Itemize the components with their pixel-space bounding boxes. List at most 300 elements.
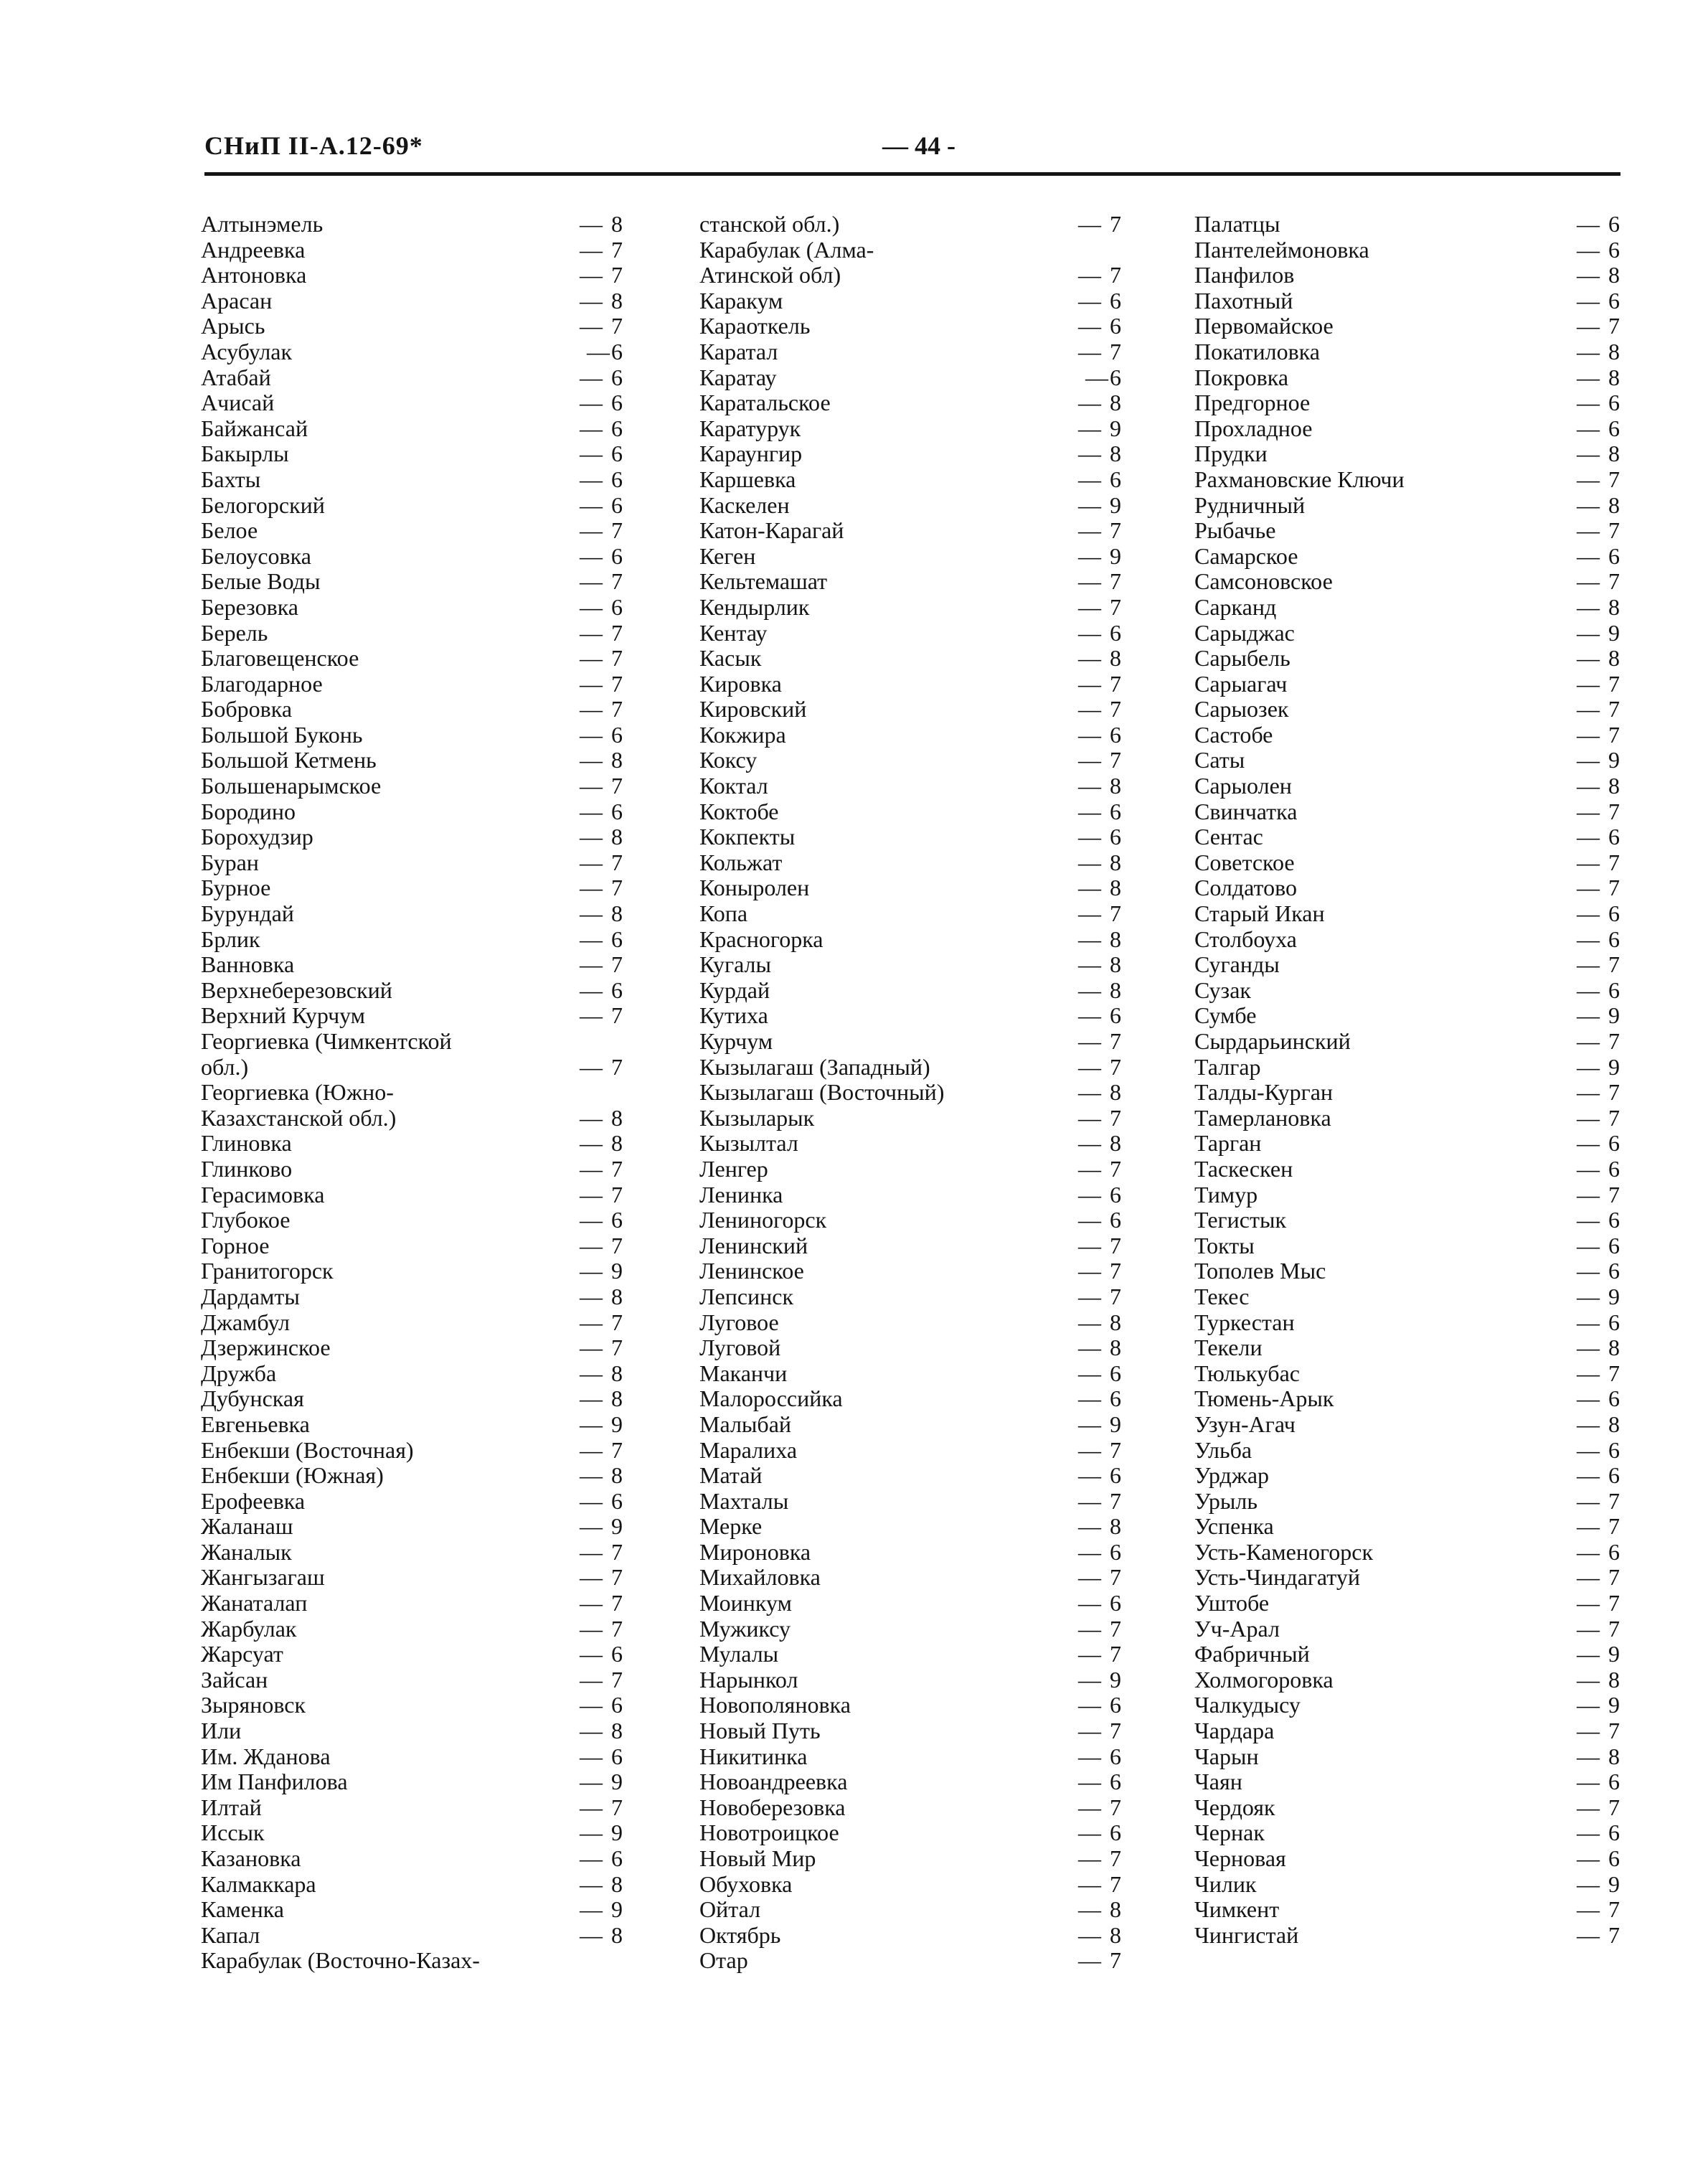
settlement-name: Мулалы — [699, 1641, 779, 1667]
settlement-value: — 7 — [580, 696, 624, 722]
settlement-value: — 6 — [580, 926, 624, 952]
settlement-value: — 6 — [1577, 1769, 1621, 1795]
list-item — [1194, 288, 1621, 314]
settlement-name: Жаланаш — [201, 1513, 293, 1540]
list-item — [699, 1667, 1123, 1693]
settlement-name: Самсоновское — [1194, 568, 1333, 595]
page-header — [204, 122, 1620, 172]
settlement-name: Састобе — [1194, 721, 1273, 748]
settlement-value: — 8 — [580, 211, 624, 237]
list-item — [699, 1591, 1123, 1616]
list-item — [1194, 1106, 1621, 1131]
settlement-name: Арасан — [201, 287, 273, 314]
list-item — [699, 1208, 1123, 1233]
settlement-name: Саты — [1194, 747, 1245, 773]
settlement-name: Чернак — [1194, 1820, 1265, 1846]
settlement-name: Илтай — [201, 1794, 262, 1820]
settlement-value: — 7 — [580, 236, 624, 263]
settlement-name: Кокжира — [699, 721, 786, 748]
list-item — [699, 1182, 1123, 1208]
settlement-value: — 7 — [580, 1181, 624, 1208]
settlement-name: Белоусовка — [201, 542, 311, 569]
list-item — [699, 1718, 1123, 1744]
settlement-name: Сумбе — [1194, 1002, 1257, 1029]
settlement-name: Свинчатка — [1194, 798, 1298, 824]
settlement-name: Чаян — [1194, 1769, 1242, 1795]
settlement-name: Отар — [699, 1947, 748, 1974]
settlement-value: — 7 — [580, 875, 624, 901]
list-item — [699, 672, 1123, 697]
settlement-name: Каршевка — [699, 466, 796, 492]
list-item — [1194, 1923, 1621, 1949]
settlement-name: Текес — [1194, 1283, 1250, 1309]
settlement-name: Туркестан — [1194, 1309, 1295, 1335]
settlement-name: Советское — [1194, 849, 1295, 875]
settlement-value: — 7 — [1577, 313, 1621, 339]
settlement-name: Суганды — [1194, 951, 1280, 978]
settlement-name: Усть-Чиндагатуй — [1194, 1564, 1360, 1591]
settlement-name: Панфилов — [1194, 262, 1295, 288]
list-item — [1194, 339, 1621, 365]
settlement-name: Кугалы — [699, 951, 772, 978]
settlement-name: Урыль — [1194, 1487, 1258, 1514]
settlement-value: — 9 — [1078, 1666, 1123, 1693]
settlement-value: — 7 — [1577, 1181, 1621, 1208]
settlement-name: Черновая — [1194, 1845, 1286, 1871]
settlement-name: Каскелен — [699, 491, 790, 518]
settlement-name: Караунгир — [699, 441, 803, 467]
settlement-name: Чалкудысу — [1194, 1692, 1301, 1718]
list-item — [201, 314, 624, 339]
settlement-name: Бурное — [201, 875, 271, 901]
settlement-value: — 6 — [1078, 1590, 1123, 1616]
settlement-value: — 8 — [1078, 390, 1123, 416]
settlement-value: — 6 — [1078, 721, 1123, 748]
settlement-name: Лениногорск — [699, 1207, 827, 1233]
list-item — [201, 1361, 624, 1387]
list-item — [699, 1693, 1123, 1718]
list-item — [201, 1258, 624, 1284]
header-rule — [204, 172, 1620, 176]
settlement-value: — 8 — [580, 1870, 624, 1897]
list-item — [699, 467, 1123, 493]
list-item — [699, 1565, 1123, 1591]
list-item — [1194, 263, 1621, 288]
settlement-value: — 8 — [1078, 951, 1123, 978]
settlement-name: Рахмановские Ключи — [1194, 466, 1405, 492]
settlement-value: — 7 — [580, 1794, 624, 1820]
settlement-name: Чарын — [1194, 1743, 1259, 1769]
settlement-name: Ойтал — [699, 1896, 761, 1923]
settlement-name: Луговой — [699, 1335, 781, 1361]
settlement-value: — 7 — [1078, 696, 1123, 722]
settlement-value: — 7 — [580, 1053, 624, 1080]
list-item — [699, 263, 1123, 288]
settlement-name: Бобровка — [201, 696, 293, 722]
settlement-name: Новоандреевка — [699, 1769, 848, 1795]
list-item — [201, 1157, 624, 1182]
list-item — [201, 1795, 624, 1821]
settlement-name: Горное — [201, 1232, 270, 1258]
settlement-value: — 7 — [1577, 670, 1621, 697]
settlement-value: — 7 — [1078, 747, 1123, 773]
settlement-value: — 9 — [580, 1820, 624, 1846]
list-item — [201, 1284, 624, 1310]
settlement-value: — 8 — [1078, 875, 1123, 901]
list-item — [201, 212, 624, 237]
list-item — [1194, 722, 1621, 748]
settlement-name: Урджар — [1194, 1462, 1270, 1489]
list-item — [699, 1003, 1123, 1029]
list-item — [201, 1769, 624, 1795]
list-item — [1194, 1335, 1621, 1361]
settlement-name: Холмогоровка — [1194, 1666, 1334, 1693]
settlement-name: Текели — [1194, 1335, 1263, 1361]
settlement-name: Кировский — [699, 696, 807, 722]
settlement-name: Чердояк — [1194, 1794, 1275, 1820]
list-item — [1194, 1284, 1621, 1310]
settlement-value: — 6 — [1078, 824, 1123, 850]
settlement-name: Зыряновск — [201, 1692, 306, 1718]
list-item — [201, 978, 624, 1004]
settlement-value: — 8 — [1577, 262, 1621, 288]
list-item — [201, 927, 624, 953]
list-item — [699, 1820, 1123, 1846]
settlement-name: Таскескен — [1194, 1155, 1293, 1182]
list-item — [699, 1080, 1123, 1106]
settlement-name: Касык — [699, 645, 762, 672]
settlement-value: — 9 — [1078, 491, 1123, 518]
settlement-value: — 8 — [1577, 593, 1621, 620]
list-item — [201, 518, 624, 544]
settlement-value: — 8 — [580, 287, 624, 314]
settlement-value: — 6 — [1078, 1462, 1123, 1489]
settlement-value: — 7 — [1078, 1053, 1123, 1080]
list-item — [699, 1361, 1123, 1387]
list-item — [1194, 824, 1621, 850]
settlement-name: Евгеньевка — [201, 1411, 310, 1437]
settlement-value: — 7 — [1078, 211, 1123, 237]
list-item — [1194, 1361, 1621, 1387]
settlement-value: — 7 — [580, 773, 624, 799]
settlement-name: Ерофеевка — [201, 1487, 306, 1514]
settlement-name: Предгорное — [1194, 390, 1311, 416]
list-item — [1194, 1693, 1621, 1718]
settlement-value: — 7 — [1577, 1360, 1621, 1386]
settlement-value: — 7 — [1078, 1870, 1123, 1897]
settlement-value: — 7 — [580, 1564, 624, 1591]
settlement-name: Благовещенское — [201, 645, 359, 672]
list-item — [201, 901, 624, 927]
list-item — [1194, 467, 1621, 493]
settlement-name: Байжансай — [201, 415, 308, 441]
settlement-value: — 8 — [1577, 773, 1621, 799]
list-item — [699, 1157, 1123, 1182]
settlement-value: — 6 — [580, 1207, 624, 1233]
settlement-value: — 6 — [580, 466, 624, 492]
settlement-value: — 6 — [1577, 1155, 1621, 1182]
settlement-value: — 8 — [1577, 1411, 1621, 1437]
list-item — [699, 544, 1123, 570]
settlement-value: — 8 — [1577, 1743, 1621, 1769]
settlement-value: — 9 — [580, 1769, 624, 1795]
list-item — [699, 288, 1123, 314]
settlement-name: Чингистай — [1194, 1921, 1299, 1948]
settlement-name: Покатиловка — [1194, 338, 1320, 364]
settlement-name: Чардара — [1194, 1718, 1275, 1744]
settlement-name: Солдатово — [1194, 875, 1297, 901]
list-item — [1194, 1208, 1621, 1233]
settlement-value: — 9 — [1577, 619, 1621, 646]
settlement-name: Бахты — [201, 466, 261, 492]
settlement-name: Жарсуат — [201, 1641, 283, 1667]
settlement-value: — 9 — [1577, 1053, 1621, 1080]
list-item — [699, 1872, 1123, 1898]
list-item — [1194, 493, 1621, 519]
list-item — [699, 1233, 1123, 1259]
settlement-value: — 8 — [1078, 1921, 1123, 1948]
list-item — [201, 544, 624, 570]
list-item — [699, 1029, 1123, 1055]
list-item — [699, 1310, 1123, 1336]
settlement-name: Или — [201, 1718, 242, 1744]
list-item — [1194, 1182, 1621, 1208]
settlement-name: Глиновка — [201, 1130, 292, 1157]
list-item — [201, 1923, 624, 1949]
settlement-value: — 9 — [1078, 415, 1123, 441]
settlement-value: —6 — [587, 338, 624, 364]
list-item — [201, 595, 624, 621]
settlement-name: Коныролен — [699, 875, 810, 901]
list-item — [699, 748, 1123, 773]
settlement-value: — 8 — [1078, 441, 1123, 467]
settlement-name: Буран — [201, 849, 259, 875]
settlement-name: Новополяновка — [699, 1692, 851, 1718]
settlement-value: — 7 — [1078, 1794, 1123, 1820]
settlement-name: Тарган — [1194, 1130, 1262, 1157]
list-item — [699, 1923, 1123, 1949]
list-item — [201, 1744, 624, 1770]
settlement-name: Кызылтал — [699, 1130, 798, 1157]
settlement-value: — 9 — [580, 1896, 624, 1923]
settlement-name: Новый Путь — [699, 1718, 821, 1744]
list-item — [1194, 212, 1621, 237]
settlement-name: Ленинский — [699, 1232, 808, 1258]
settlement-name: Никитинка — [699, 1743, 808, 1769]
list-item — [1194, 518, 1621, 544]
list-item — [699, 1438, 1123, 1464]
list-item — [1194, 1029, 1621, 1055]
list-item — [201, 1565, 624, 1591]
list-item — [1194, 1310, 1621, 1336]
list-item — [201, 237, 624, 263]
list-item — [1194, 441, 1621, 467]
settlement-value: — 6 — [1577, 415, 1621, 441]
list-item — [201, 1693, 624, 1718]
settlement-name: Каракум — [699, 287, 783, 314]
settlement-value: — 6 — [1078, 1207, 1123, 1233]
settlement-value: — 7 — [1078, 1845, 1123, 1871]
list-item — [699, 390, 1123, 416]
list-item — [699, 927, 1123, 953]
list-item — [201, 441, 624, 467]
settlement-name: Кольжат — [699, 849, 783, 875]
list-item — [1194, 544, 1621, 570]
list-item — [201, 697, 624, 722]
settlement-name: Атабай — [201, 364, 271, 390]
column-1 — [201, 212, 624, 1974]
list-item — [201, 416, 624, 442]
settlement-columns — [201, 212, 1621, 2005]
list-item — [201, 1948, 624, 1974]
list-item — [201, 1514, 624, 1540]
settlement-name: Гранитогорск — [201, 1258, 334, 1284]
settlement-name: Красногорка — [699, 926, 824, 952]
settlement-value: — 7 — [1078, 1641, 1123, 1667]
settlement-name: Сарканд — [1194, 593, 1277, 620]
settlement-value: — 8 — [1577, 491, 1621, 518]
list-item — [1194, 314, 1621, 339]
settlement-value: — 6 — [1078, 1820, 1123, 1846]
list-item — [1194, 875, 1621, 901]
list-item — [699, 1412, 1123, 1438]
settlement-value: — 9 — [1577, 1641, 1621, 1667]
list-item — [1194, 672, 1621, 697]
list-item — [699, 722, 1123, 748]
settlement-value: — 7 — [1577, 951, 1621, 978]
list-item — [1194, 978, 1621, 1004]
list-item — [699, 1514, 1123, 1540]
list-item — [1194, 1080, 1621, 1106]
list-item — [201, 569, 624, 595]
settlement-value: — 7 — [580, 1615, 624, 1642]
list-item — [699, 1055, 1123, 1081]
settlement-value: — 8 — [1577, 441, 1621, 467]
list-item — [699, 441, 1123, 467]
list-item — [1194, 1744, 1621, 1770]
list-item — [699, 493, 1123, 519]
settlement-value: — 6 — [1577, 211, 1621, 237]
settlement-value: — 6 — [1078, 1769, 1123, 1795]
settlement-name: Самарское — [1194, 542, 1298, 569]
settlement-value: — 7 — [1577, 849, 1621, 875]
settlement-name: Ленинское — [699, 1258, 804, 1284]
settlement-value: — 6 — [580, 1641, 624, 1667]
list-item — [1194, 1540, 1621, 1566]
settlement-name: Чилик — [1194, 1870, 1257, 1897]
list-item — [201, 288, 624, 314]
settlement-name: Столбоуха — [1194, 926, 1297, 952]
settlement-name: Махталы — [699, 1487, 789, 1514]
settlement-name: Сарыолен — [1194, 773, 1292, 799]
settlement-name: Кеген — [699, 542, 756, 569]
settlement-value: — 6 — [1577, 976, 1621, 1003]
list-item — [1194, 1055, 1621, 1081]
settlement-value: — 6 — [1078, 1692, 1123, 1718]
settlement-name: Старый Икан — [1194, 900, 1325, 927]
settlement-name: станской обл.) — [699, 211, 840, 237]
list-item — [699, 978, 1123, 1004]
settlement-name: Кельтемашат — [699, 568, 828, 595]
settlement-value: — 7 — [1078, 1232, 1123, 1258]
list-item — [699, 314, 1123, 339]
settlement-name: Кендырлик — [699, 593, 810, 620]
settlement-value: — 9 — [580, 1513, 624, 1540]
list-item — [699, 901, 1123, 927]
settlement-value: — 7 — [1577, 1564, 1621, 1591]
list-item — [201, 1489, 624, 1515]
list-item — [699, 339, 1123, 365]
settlement-name: Катон-Карагай — [699, 517, 844, 544]
list-item — [1194, 390, 1621, 416]
list-item — [699, 1616, 1123, 1642]
settlement-name: Маралиха — [699, 1436, 798, 1463]
list-item — [699, 1769, 1123, 1795]
settlement-value: — 7 — [580, 1538, 624, 1565]
settlement-name: Талгар — [1194, 1053, 1261, 1080]
settlement-value: — 9 — [1577, 1692, 1621, 1718]
list-item — [201, 1591, 624, 1616]
settlement-value: — 7 — [580, 1232, 624, 1258]
settlement-name: Енбекши (Южная) — [201, 1462, 384, 1489]
settlement-name: Коксу — [699, 747, 758, 773]
settlement-name: Белое — [201, 517, 258, 544]
settlement-value: — 7 — [580, 1309, 624, 1335]
settlement-value: — 8 — [1577, 338, 1621, 364]
settlement-name: Казановка — [201, 1845, 301, 1871]
settlement-value: — 6 — [1078, 313, 1123, 339]
settlement-value: — 6 — [1078, 1002, 1123, 1029]
settlement-name: Карабулак (Алма- — [699, 236, 874, 263]
list-item — [699, 1795, 1123, 1821]
settlement-value: — 7 — [580, 1002, 624, 1029]
settlement-value: — 7 — [1078, 1487, 1123, 1514]
list-item — [201, 1846, 624, 1872]
list-item — [699, 1540, 1123, 1566]
list-item — [1194, 1157, 1621, 1182]
settlement-value: — 7 — [1078, 1104, 1123, 1131]
settlement-name: Енбекши (Восточная) — [201, 1436, 414, 1463]
settlement-name: Ванновка — [201, 951, 295, 978]
settlement-value: — 7 — [1577, 517, 1621, 544]
list-item — [1194, 1667, 1621, 1693]
settlement-name: Алтынэмель — [201, 211, 324, 237]
settlement-value: — 8 — [1078, 849, 1123, 875]
settlement-name: Луговое — [699, 1309, 779, 1335]
settlement-name: Каратурук — [699, 415, 801, 441]
settlement-value: — 7 — [580, 313, 624, 339]
settlement-value: — 7 — [1577, 1104, 1621, 1131]
settlement-name: Дардамты — [201, 1283, 300, 1309]
list-item — [699, 365, 1123, 391]
list-item — [699, 1897, 1123, 1923]
settlement-name: Сарыозек — [1194, 696, 1289, 722]
settlement-name: Лепсинск — [699, 1283, 794, 1309]
settlement-value: — 7 — [1078, 1258, 1123, 1284]
list-item — [699, 1131, 1123, 1157]
settlement-name: Пантелеймоновка — [1194, 236, 1369, 263]
settlement-name: Тюлькубас — [1194, 1360, 1300, 1386]
list-item — [699, 773, 1123, 799]
list-item — [1194, 1897, 1621, 1923]
settlement-value: — 6 — [1577, 542, 1621, 569]
settlement-name: Тегистык — [1194, 1207, 1287, 1233]
settlement-value: — 7 — [580, 849, 624, 875]
settlement-value: — 6 — [1577, 824, 1621, 850]
settlement-value: — 7 — [1577, 568, 1621, 595]
settlement-value: — 7 — [1577, 721, 1621, 748]
list-item — [1194, 1258, 1621, 1284]
